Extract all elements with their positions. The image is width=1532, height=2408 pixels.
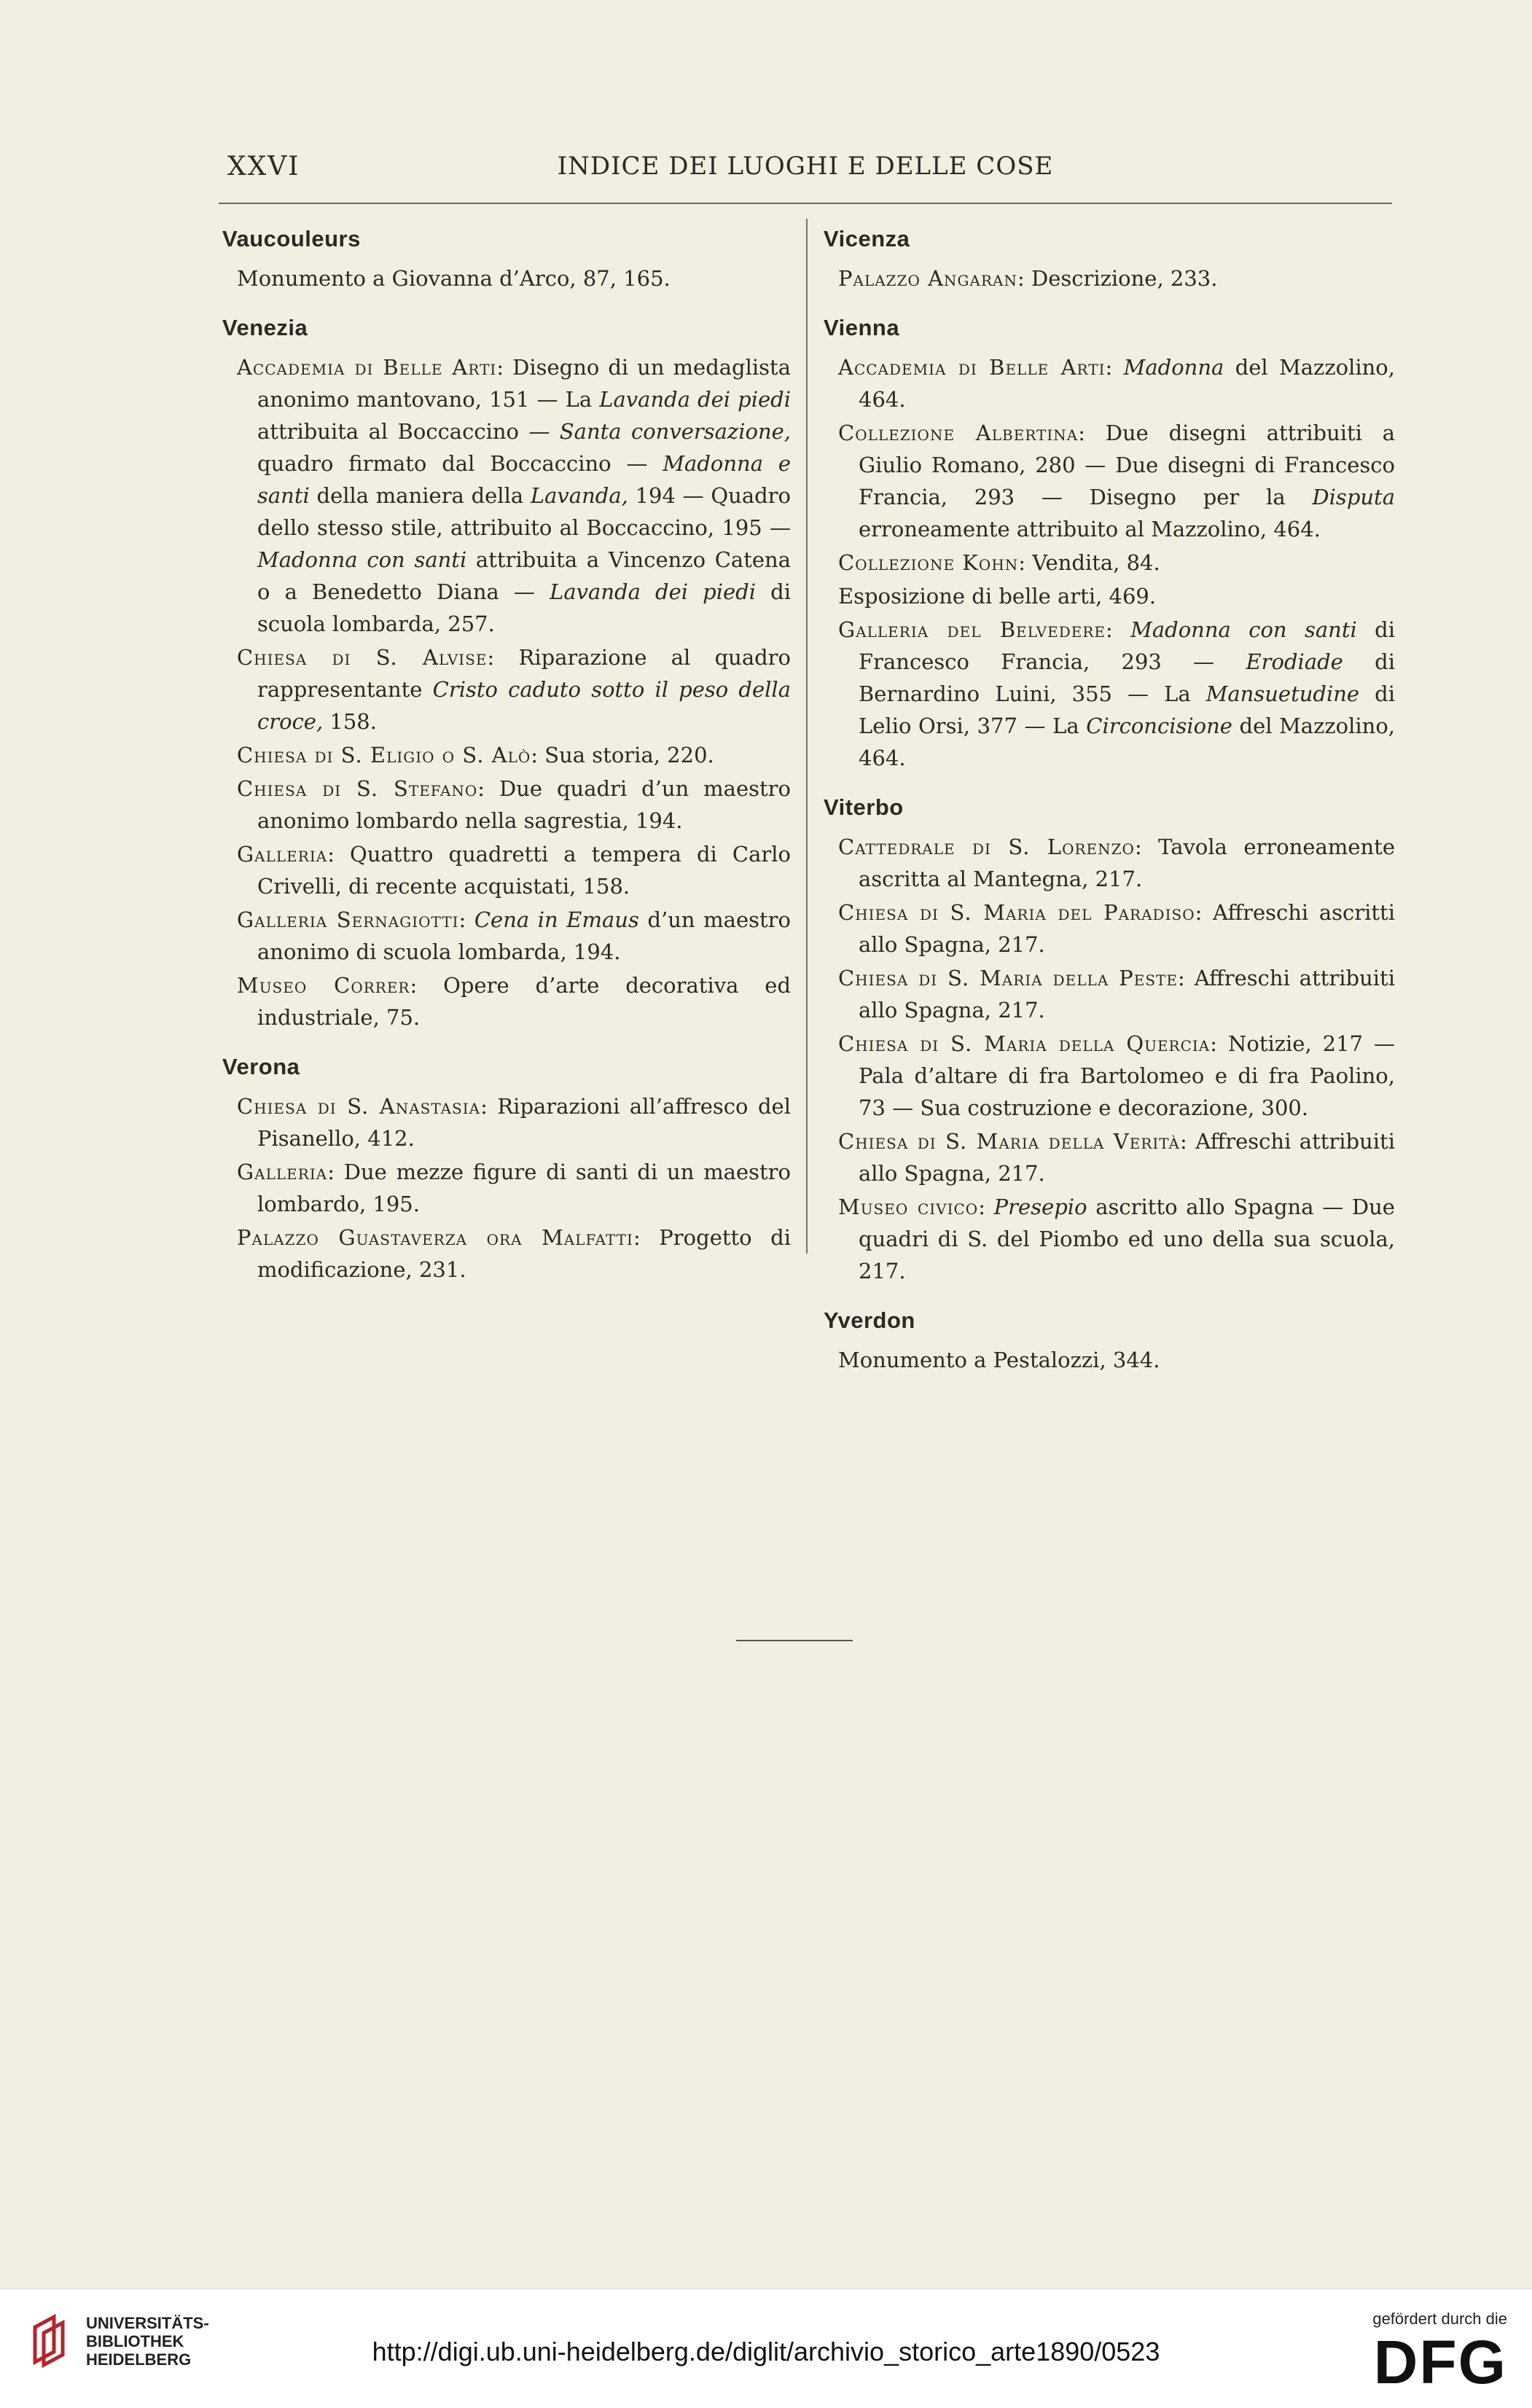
location-name: Palazzo Angaran xyxy=(838,266,1017,291)
entry-text: : Due disegni attribuiti a Giulio Romano, 280 — Due disegni di Francesco Francia, 293 — Disegno per la xyxy=(859,421,1395,509)
place-heading: Vicenza xyxy=(824,226,910,251)
artwork-title: Mansuetudine xyxy=(1205,681,1360,706)
entry-text: del Mazzolino, 464. xyxy=(859,714,1396,770)
place-heading: Yverdon xyxy=(824,1307,915,1333)
place-heading: Vaucouleurs xyxy=(222,226,361,251)
index-entry xyxy=(824,262,1395,294)
artwork-title: Lavanda, xyxy=(530,483,628,508)
location-name: Chiesa di S. Maria del Paradiso xyxy=(838,900,1195,925)
artwork-title: Madonna e santi xyxy=(257,451,792,508)
index-entry xyxy=(222,1090,791,1154)
index-entry xyxy=(222,1221,791,1286)
entry-text: : Riparazione al quadro rappresentante xyxy=(257,645,791,702)
artwork-title: Circoncisione xyxy=(1086,714,1232,738)
index-entry xyxy=(824,614,1395,774)
entry-text: Monumento a Giovanna d’Arco, 87, 165. xyxy=(237,266,671,291)
location-name: Palazzo Guastaverza ora Malfatti xyxy=(237,1225,633,1250)
index-entry xyxy=(222,904,791,968)
location-name: Chiesa di S. Maria della Peste xyxy=(838,966,1178,990)
location-name: Cattedrale di S. Lorenzo xyxy=(838,834,1135,859)
index-entry xyxy=(824,1125,1395,1189)
right-column xyxy=(824,219,1395,1396)
artwork-title: Presepio xyxy=(993,1195,1087,1219)
index-entry xyxy=(222,351,791,640)
index-section xyxy=(824,315,1395,774)
entry-text: 158. xyxy=(323,709,377,734)
index-entry xyxy=(824,417,1395,545)
entry-text: : Disegno di un medaglista anonimo mantovano, 151 — La xyxy=(257,355,791,412)
entry-text: Esposizione di belle arti, 469. xyxy=(838,584,1157,609)
permalink-url[interactable]: http://digi.ub.uni-heidelberg.de/diglit/archivio_storico_arte1890/0523 xyxy=(372,2337,1160,2366)
index-entry xyxy=(824,580,1395,612)
index-entry xyxy=(824,547,1395,579)
entry-text: : xyxy=(1106,617,1131,642)
entry-text: d’un maestro anonimo di scuola lombarda, 194. xyxy=(257,907,791,964)
location-name: Museo civico xyxy=(838,1195,979,1219)
funded-by-label: gefördert durch die xyxy=(1372,2310,1507,2328)
footer-bar xyxy=(0,2288,1532,2408)
location-name: Galleria del Belvedere xyxy=(838,617,1106,642)
index-section xyxy=(222,1054,791,1286)
index-entry xyxy=(222,969,791,1033)
entry-text: Monumento a Pestalozzi, 344. xyxy=(838,1348,1160,1372)
artwork-title: Lavanda dei piedi xyxy=(550,579,757,604)
index-entry xyxy=(824,1191,1395,1287)
artwork-title: Madonna con santi xyxy=(1130,617,1357,642)
entry-text: attribuita a Vincenzo Catena o a Benedetto Diana — xyxy=(257,547,791,604)
library-name-line: HEIDELBERG xyxy=(86,2350,192,2369)
entry-text: : Sua storia, 220. xyxy=(531,743,714,767)
location-name: Chiesa di S. Eligio o S. Alò xyxy=(237,743,531,767)
header-rule xyxy=(219,203,1392,204)
index-entry xyxy=(222,773,791,837)
entry-text: della maniera della xyxy=(309,483,531,508)
entry-text: attribuita al Boccaccino — xyxy=(257,419,560,444)
entry-text: del Mazzolino, 464. xyxy=(859,355,1395,412)
location-name: Collezione Kohn xyxy=(838,550,1019,575)
dfg-logo: DFG xyxy=(1373,2328,1507,2396)
entry-text: : Riparazioni all’affresco del Pisanello, 412. xyxy=(257,1094,791,1151)
artwork-title: Disputa xyxy=(1312,485,1395,509)
entry-text: : Due mezze figure di santi di un maestro lombardo, 195. xyxy=(257,1160,791,1216)
location-name: Galleria xyxy=(237,842,328,867)
entry-text: : Progetto di modificazione, 231. xyxy=(257,1225,792,1282)
index-entry xyxy=(222,739,791,771)
entry-text: di Francesco Francia, 293 — xyxy=(859,617,1395,674)
index-section xyxy=(824,226,1395,294)
location-name: Galleria Sernagiotti xyxy=(237,907,459,932)
index-section xyxy=(222,226,791,294)
artwork-title: Madonna xyxy=(1123,355,1224,380)
entry-text: : Tavola erroneamente ascritta al Mantegna, 217. xyxy=(859,834,1395,891)
place-heading: Verona xyxy=(222,1054,300,1079)
index-entry xyxy=(824,896,1395,961)
page-title: INDICE DEI LUOGHI E DELLE COSE xyxy=(557,152,1054,181)
entry-text: : Notizie, 217 — Pala d’altare di fra Bartolomeo e di fra Paolino, 73 — Sua costruzione e decorazione, 300. xyxy=(859,1031,1395,1120)
entry-text: : Due quadri d’un maestro anonimo lombardo nella sagrestia, 194. xyxy=(257,776,791,833)
entry-text: : xyxy=(458,907,474,932)
artwork-title: Madonna con santi xyxy=(257,547,467,572)
location-name: Chiesa di S. Stefano xyxy=(237,776,478,801)
location-name: Collezione Albertina xyxy=(838,421,1079,445)
entry-text: erroneamente attribuito al Mazzolino, 464. xyxy=(859,517,1321,542)
place-heading: Vienna xyxy=(824,315,900,340)
artwork-title: Cristo caduto sotto il peso della croce, xyxy=(257,677,791,734)
entry-text: : xyxy=(1105,355,1124,380)
entry-text: 194 — Quadro dello stesso stile, attribuito al Boccaccino, 195 — xyxy=(257,483,791,540)
index-entry xyxy=(222,262,791,294)
index-entry xyxy=(824,962,1395,1026)
end-rule xyxy=(736,1640,853,1641)
location-name: Chiesa di S. Maria della Quercia xyxy=(838,1031,1211,1056)
location-name: Galleria xyxy=(237,1160,328,1184)
artwork-title: Cena in Emaus xyxy=(474,907,639,932)
library-name-line: BIBLIOTHEK xyxy=(86,2332,184,2350)
column-divider xyxy=(806,219,808,1254)
artwork-title: Erodiade xyxy=(1246,649,1343,674)
entry-text: ascritto allo Spagna — Due quadri di S. del Piombo ed uno della sua scuola, 217. xyxy=(859,1195,1395,1283)
index-section xyxy=(824,1307,1395,1376)
index-section xyxy=(222,315,791,1033)
library-name-line: UNIVERSITÄTS- xyxy=(86,2314,209,2332)
place-heading: Venezia xyxy=(222,315,308,340)
index-entry xyxy=(824,1344,1395,1376)
entry-text: : Opere d’arte decorativa ed industriale, 75. xyxy=(257,973,792,1030)
index-entry xyxy=(222,838,791,902)
entry-text: quadro firmato dal Boccaccino — xyxy=(257,451,663,476)
entry-text: : Descrizione, 233. xyxy=(1017,266,1218,291)
entry-text: : Vendita, 84. xyxy=(1018,550,1160,575)
entry-text: : Quattro quadretti a tempera di Carlo Crivelli, di recente acquistati, 158. xyxy=(257,842,791,899)
entry-text: : Affreschi attribuiti allo Spagna, 217. xyxy=(859,966,1395,1023)
location-name: Accademia di Belle Arti xyxy=(838,355,1106,380)
index-entry xyxy=(222,641,791,738)
page-number: XXVI xyxy=(227,152,300,181)
index-entry xyxy=(824,351,1395,415)
location-name: Chiesa di S. Alvise xyxy=(237,645,488,670)
running-head xyxy=(219,152,1392,195)
location-name: Chiesa di S. Anastasia xyxy=(237,1094,481,1119)
entry-text: di Lelio Orsi, 377 — La xyxy=(859,681,1396,738)
index-entry xyxy=(824,1028,1395,1124)
index-entry xyxy=(222,1156,791,1220)
location-name: Accademia di Belle Arti xyxy=(237,355,497,380)
location-name: Museo Correr xyxy=(237,973,410,998)
place-heading: Viterbo xyxy=(824,794,904,820)
artwork-title: Santa conversazione, xyxy=(559,419,791,444)
index-entry xyxy=(824,831,1395,895)
entry-text: di Bernardino Luini, 355 — La xyxy=(859,649,1396,706)
location-name: Chiesa di S. Maria della Verità xyxy=(838,1129,1180,1154)
entry-text: : Affreschi attribuiti allo Spagna, 217. xyxy=(859,1129,1395,1186)
left-column xyxy=(222,219,791,1306)
entry-text: : xyxy=(978,1195,994,1219)
entry-text: di scuola lombarda, 257. xyxy=(257,579,792,636)
artwork-title: Lavanda dei piedi xyxy=(599,387,792,412)
index-section xyxy=(824,794,1395,1287)
entry-text: : Affreschi ascritti allo Spagna, 217. xyxy=(859,900,1395,957)
